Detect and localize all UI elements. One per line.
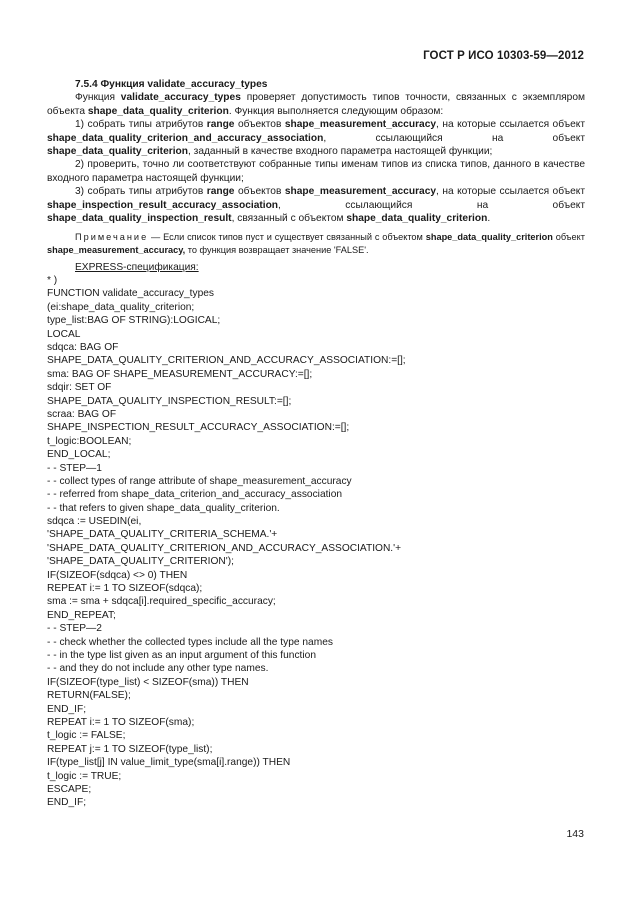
code-line: REPEAT i:= 1 TO SIZEOF(sma);	[47, 716, 195, 728]
code-line: IF(SIZEOF(type_list) < SIZEOF(sma)) THEN	[47, 676, 249, 688]
code-line: t_logic:BOOLEAN;	[47, 435, 132, 447]
text-run: , ссылающийся на объект	[278, 199, 585, 211]
code-line: SHAPE_DATA_QUALITY_CRITERION_AND_ACCURACY_ASSOCIATION:=[];	[47, 355, 406, 367]
code-line: END_IF;	[47, 703, 87, 715]
document-header: ГОСТ Р ИСО 10303-59—2012	[423, 50, 584, 62]
code-line: sdqca := USEDIN(ei,	[47, 516, 142, 528]
code-line: IF(type_list[j] IN value_limit_type(sma[i].range)) THEN	[47, 757, 291, 769]
step-1-paragraph	[47, 118, 585, 158]
code-line: sma := sma + sdqca[i].required_specific_accuracy;	[47, 596, 276, 608]
express-code-block	[47, 274, 585, 810]
code-line: LOCAL	[47, 328, 81, 340]
code-line: IF(SIZEOF(sdqca) <> 0) THEN	[47, 569, 188, 581]
text-run: , на которые ссылается объект	[436, 119, 585, 131]
code-line: sdqca: BAG OF	[47, 342, 119, 354]
code-line: REPEAT j:= 1 TO SIZEOF(type_list);	[47, 743, 213, 755]
code-line: 'SHAPE_DATA_QUALITY_CRITERION_AND_ACCURACY_ASSOCIATION.'+	[47, 542, 402, 554]
note-label: Примечание	[75, 232, 149, 243]
entity-name: shape_data_quality_criterion_and_accuracy_association	[47, 132, 324, 144]
page-content	[47, 78, 585, 810]
step-2-paragraph: 2) проверить, точно ли соответствуют собранные типы именам типов из списка типов, данного в качестве входного параметра настоящей функции;	[47, 159, 585, 184]
section-title: 7.5.4 Функция validate_accuracy_types	[75, 79, 268, 90]
code-line: ESCAPE;	[47, 783, 92, 795]
code-line: scraa: BAG OF	[47, 408, 117, 420]
code-line: - - STEP—2	[47, 623, 102, 635]
code-line: END_IF;	[47, 797, 87, 809]
code-line: END_REPEAT;	[47, 609, 116, 621]
note-paragraph	[47, 231, 585, 256]
entity-name: shape_data_quality_criterion	[425, 232, 553, 243]
code-line: - - and they do not include any other type names.	[47, 663, 269, 675]
code-line: t_logic := TRUE;	[47, 770, 122, 782]
code-line: SHAPE_INSPECTION_RESULT_ACCURACY_ASSOCIATION:=[];	[47, 422, 350, 434]
code-line: RETURN(FALSE);	[47, 690, 131, 702]
code-line: - - in the type list given as an input argument of this function	[47, 650, 316, 661]
text-run: то функция возвращает значение 'FALSE'.	[185, 245, 369, 256]
text-run: 3) собрать типы атрибутов	[75, 186, 207, 198]
text-run: объект	[552, 232, 585, 243]
entity-name: shape_data_quality_criterion	[87, 105, 229, 117]
text-run: , связанный с объектом	[231, 213, 347, 225]
page-number: 143	[566, 828, 584, 840]
code-line: REPEAT i:= 1 TO SIZEOF(sdqca);	[47, 583, 203, 595]
attribute-name: range	[206, 119, 235, 131]
code-line: - - check whether the collected types include all the type names	[47, 636, 333, 648]
code-line: END_LOCAL;	[47, 449, 111, 461]
entity-name: shape_measurement_accuracy	[284, 119, 437, 131]
entity-name: shape_data_quality_inspection_result	[47, 213, 232, 225]
text-run: объектов	[234, 186, 285, 198]
code-line: t_logic := FALSE;	[47, 730, 126, 742]
code-line: sdqir: SET OF	[47, 382, 112, 394]
code-line: type_list:BAG OF STRING):LOGICAL;	[47, 315, 221, 327]
code-line: (ei:shape_data_quality_criterion;	[47, 301, 195, 313]
text-run: , ссылающийся на объект	[323, 132, 585, 144]
express-spec-label: EXPRESS-спецификация:	[75, 261, 199, 273]
text-run: . Функция выполняется следующим образом:	[228, 105, 444, 117]
code-line: SHAPE_DATA_QUALITY_INSPECTION_RESULT:=[];	[47, 395, 292, 407]
code-line: - - STEP—1	[47, 462, 102, 474]
text-run: — Если список типов пуст и существует связанный с объектом	[148, 232, 426, 243]
code-line: * )	[47, 275, 58, 287]
code-line: FUNCTION validate_accuracy_types	[47, 288, 215, 300]
text-run: 1) собрать типы атрибутов	[75, 119, 207, 131]
intro-paragraph	[47, 91, 585, 118]
code-line: 'SHAPE_DATA_QUALITY_CRITERIA_SCHEMA.'+	[47, 529, 278, 541]
code-line: - - referred from shape_data_criterion_and_accuracy_association	[47, 489, 343, 501]
function-name: validate_accuracy_types	[120, 92, 241, 104]
text-run: проверяет допустимость типов точности, связанных с экземпляром объекта	[47, 92, 585, 117]
attribute-name: range	[206, 186, 235, 198]
entity-name: shape_inspection_result_accuracy_association	[47, 199, 279, 211]
text-run: .	[487, 213, 491, 225]
entity-name: shape_measurement_accuracy	[284, 186, 437, 198]
text-run: , заданный в качестве входного параметра настоящей функции;	[187, 146, 493, 158]
text-run: объектов	[234, 119, 285, 131]
code-line: - - collect types of range attribute of shape_measurement_accuracy	[47, 475, 352, 487]
code-line: - - that refers to given shape_data_quality_criterion.	[47, 502, 280, 514]
entity-name: shape_measurement_accuracy,	[47, 245, 186, 256]
entity-name: shape_data_quality_criterion	[47, 146, 188, 158]
text-run: Функция	[75, 92, 121, 104]
entity-name: shape_data_quality_criterion	[346, 213, 488, 225]
text-run: , на которые ссылается объект	[436, 186, 585, 198]
step-3-paragraph	[47, 185, 585, 225]
code-line: sma: BAG OF SHAPE_MEASUREMENT_ACCURACY:=[];	[47, 368, 313, 380]
code-line: 'SHAPE_DATA_QUALITY_CRITERION');	[47, 556, 234, 568]
